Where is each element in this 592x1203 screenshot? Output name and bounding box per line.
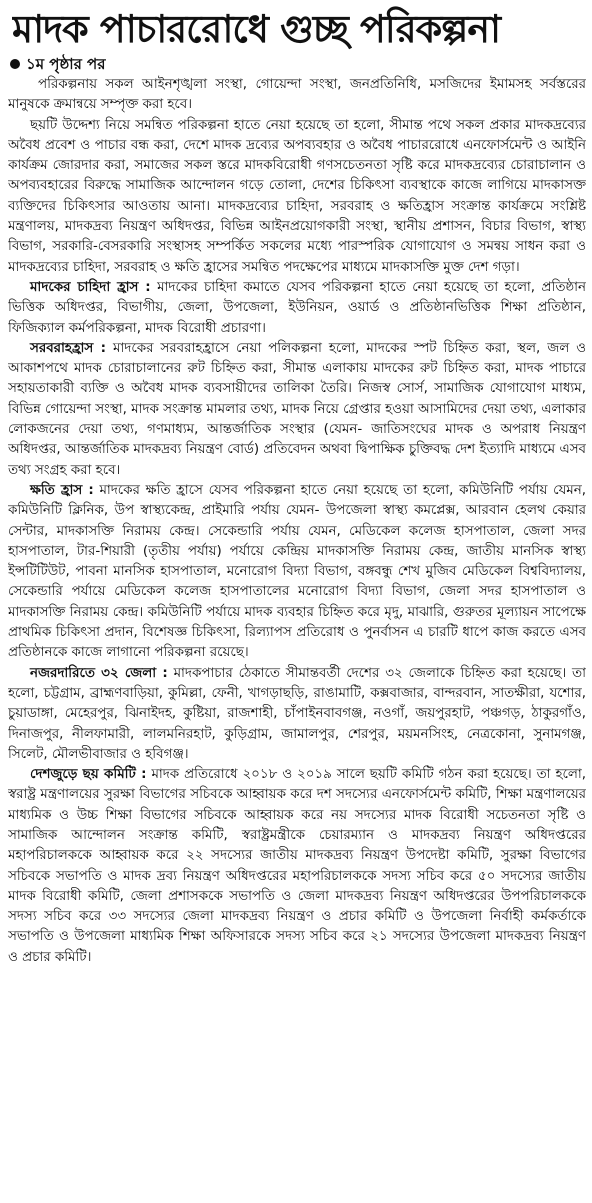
news-article <box>8 6 586 1198</box>
paragraph-heading: মাদকের চাহিদা হ্রাস : <box>30 279 151 295</box>
paragraph-heading: দেশজুড়ে ছয় কমিটি : <box>30 767 147 783</box>
paragraph-text: ছয়টি উদ্দেশ্য নিয়ে সমন্বিত পরিকল্পনা হাতে নেয়া হয়েছে তা হলো, সীমান্ত পথে সকল প্রকার মাদকদ্রব্যের অবৈধ প্রবেশ ও পাচার বন্ধ করা, দেশে মাদক দ্রব্যের অপব্যবহার ও অবৈধ পাচাররোধে এনফোর্সমেন্ট ও আইনি কার্যক্রম জোরদার করা, সমাজের সকল স্তরে মাদকবিরোধী গণসচেতনতা সৃষ্টি করে মাদকদ্রব্যের চোরাচালান ও অপব্যবহারের বিরুদ্ধে সামাজিক আন্দোলন গড়ে তোলা, দেশের চিকিৎসা ব্যবস্থাকে কাজে লাগিয়ে মাদকাসক্ত ব্যক্তিদের চিকিৎসার আওতায় আনা। মাদকদ্রব্যের চাহিদা, সরবরাহ ও ক্ষতিহ্রাস সংক্রান্ত কার্যক্রমে সংশ্লিষ্ট মন্ত্রণালয়, মাদকদ্রব্য নিয়ন্ত্রণ অধিদপ্তর, বিভিন্ন আইনপ্রয়োগকারী সংস্থা, স্থানীয় প্রশাসন, বিচার বিভাগ, স্বাস্থ্য বিভাগ, সরকারি-বেসরকারি সংস্থাসহ সম্পর্কিত সকলের মধ্যে পারস্পরিক যোগাযোগ ও সমন্বয় সাধন করা ও মাদকদ্রব্যের চাহিদা, সরবরাহ ও ক্ষতি হ্রাসের সমন্বিত পদক্ষেপের মাধ্যমে মাদকাসক্তি মুক্ত দেশ গড়া। <box>8 117 586 275</box>
paragraph-text: মাদকের সরবরাহহ্রাসে নেয়া পলিকল্পনা হলো, মাদকের স্পট চিহ্নিত করা, স্থল, জল ও আকাশপথে মাদক চোরাচালানের রুট চিহ্নিত করা, সীমান্ত এলাকায় মাদকের রুট চিহ্নিত করা, মাদক পাচারে সহায়তাকারী ব্যক্তি ও অবৈধ মাদক ব্যবসায়ীদের তালিকা তৈরি। নিজস্ব সোর্স, সামাজিক যোগাযোগ মাধ্যম, বিভিন্ন গোয়েন্দা সংস্থা, মাদক সংক্রান্ত মামলার তথ্য, মাদক নিয়ে গ্রেপ্তার হওয়া আসামিদের দেয়া তথ্য, এলাকার লোকজনের দেয়া তথ্য, গণমাধ্যম, আন্তর্জাতিক সংস্থার (যেমন- জাতিসংঘের মাদক ও অপরাধ নিয়ন্ত্রণ অধিদপ্তর, আন্তর্জাতিক মাদকদ্রব্য নিয়ন্ত্রণ বোর্ড) প্রতিবেদন অথবা দ্বিপাক্ষিক চুক্তিবদ্ধ দেশ ইত্যাদি মাধ্যমে এসব তথ্য সংগ্রহ করা হবে। <box>8 340 586 478</box>
paragraph <box>8 278 586 339</box>
paragraph <box>8 664 586 765</box>
article-body <box>8 75 586 968</box>
paragraph <box>8 765 586 968</box>
continued-from-page-label <box>10 54 586 74</box>
paragraph <box>8 75 586 116</box>
continued-text: ১ম পৃষ্ঠার পর <box>26 55 106 73</box>
paragraph-heading: সরবরাহহ্রাস : <box>30 340 106 356</box>
paragraph <box>8 116 586 278</box>
paragraph <box>8 481 586 664</box>
paragraph-text: মাদক প্রতিরোধে ২০১৮ ও ২০১৯ সালে ছয়টি কমিটি গঠন করা হয়েছে। তা হলো, স্বরাষ্ট্র মন্ত্রণালয়ের সুরক্ষা বিভাগের সচিবকে আহ্বায়ক করে দশ সদস্যের এনফোর্সমেন্ট কমিটি, শিক্ষা মন্ত্রণালয়ের মাধ্যমিক ও উচ্চ শিক্ষা বিভাগের সচিবকে আহ্বায়ক করে নয় সদস্যের মাদক বিরোধী সচেতনতা সৃষ্টি ও সামাজিক আন্দোলন সংক্রান্ত কমিটি, স্বরাষ্ট্রমন্ত্রীকে চেয়ারম্যান ও মাদকদ্রব্য নিয়ন্ত্রণ অধিদপ্তরের মহাপরিচালককে আহ্বায়ক করে ২২ সদস্যের জাতীয় মাদকদ্রব্য নিয়ন্ত্রণ উপদেষ্টা কমিটি, সুরক্ষা বিভাগের সচিবকে সভাপতি ও মাদক দ্রব্য নিয়ন্ত্রণ অধিদপ্তরের মহাপরিচালককে সদস্য সচিব করে ৫০ সদস্যের জাতীয় মাদক বিরোধী কমিটি, জেলা প্রশাসককে সভাপতি ও জেলা মাদকদ্রব্য নিয়ন্ত্রণ অধিদপ্তরের উপপরিচালককে সদস্য সচিব করে ৩৩ সদস্যের জেলা মাদকদ্রব্য নিয়ন্ত্রণ ও প্রচার কমিটি ও উপজেলা নির্বাহী কর্মকর্তাকে সভাপতি ও উপজেলা মাধ্যমিক শিক্ষা অফিসারকে সদস্য সচিব করে ২১ সদস্যের উপজেলা মাদকদ্রব্য নিয়ন্ত্রণ ও প্রচার কমিটি। <box>8 767 586 965</box>
paragraph-text: মাদকের ক্ষতি হ্রাসে যেসব পরিকল্পনা হাতে নেয়া হয়েছে তা হলো, কমিউনিটি পর্যায় যেমন, কমিউনিটি ক্লিনিক, উপ স্বাস্থ্যকেন্দ্র, প্রাইমারি পর্যায় যেমন- উপজেলা স্বাস্থ্য কমপ্লেক্স, আরবান হেলথ কেয়ার সেন্টার, মাদকাসক্তি নিরাময় কেন্দ্র। সেকেন্ডারি পর্যায় যেমন, মেডিকেল কলেজ হাসপাতাল, জেলা সদর হাসপাতাল, টার-শিয়ারী (তৃতীয় পর্যায়) পর্যায়ে কেন্দ্রিয় মাদকাসক্তি নিরাময় কেন্দ্র, জাতীয় মানসিক স্বাস্থ্য ইন্সটিটিউট, পাবনা মানসিক হাসপাতাল, মনোরোগ বিদ্যা বিভাগ, বঙ্গবন্ধু শেখ মুজিব মেডিকেল বিশ্ববিদ্যালয়, সেকেন্ডারি পর্যায়ে মেডিকেল কলেজ হাসপাতালের মনোরোগ বিদ্যা বিভাগ, জেলা সদর হাসপাতাল ও মাদকাসক্তি নিরাময় কেন্দ্র। কমিউনিটি পর্যায়ে মাদক ব্যবহার চিহ্নিত করে মৃদু, মাঝারি, গুরুতর মূল্যায়ন সাপেক্ষে প্রাথমিক চিকিৎসা প্রদান, বিশেষজ্ঞ চিকিৎসা, রিল্যাপস প্রতিরোধ ও পুনর্বাসন এ চারটি ধাপে কাজ করতে এসব প্রতিষ্ঠানকে কাজে লাগানো পরিকল্পনা রয়েছে। <box>8 482 586 661</box>
paragraph-heading: ক্ষতি হ্রাস : <box>30 482 94 498</box>
paragraph-text: পরিকল্পনায় সকল আইনশৃঙ্খলা সংস্থা, গোয়েন্দা সংস্থা, জনপ্রতিনিধি, মসজিদের ইমামসহ সর্বস্তরের মানুষকে ক্রমান্বয়ে সম্পৃক্ত করা হবে। <box>8 77 586 113</box>
paragraph-heading: নজরদারিতে ৩২ জেলা : <box>30 665 168 681</box>
paragraph <box>8 339 586 481</box>
article-headline: মাদক পাচাররোধে গুচ্ছ পরিকল্পনা <box>12 7 501 51</box>
paragraph-text: মাদকপাচার ঠেকাতে সীমান্তবর্তী দেশের ৩২ জেলাকে চিহ্নিত করা হয়েছে। তা হলো, চট্টগ্রাম, ব্রাহ্মণবাড়িয়া, কুমিল্লা, ফেনী, খাগড়াছড়ি, রাঙামাটি, কক্সবাজার, বান্দরবান, সাতক্ষীরা, যশোর, চুয়াডাঙ্গা, মেহেরপুর, ঝিনাইদহ, কুষ্টিয়া, রাজশাহী, চাঁপাইনবাবগঞ্জ, নওগাঁ, জয়পুরহাট, পঞ্চগড়, ঠাকুরগাঁও, দিনাজপুর, নীলফামারী, লালমনিরহাট, কুড়িগ্রাম, জামালপুর, শেরপুর, ময়মনসিংহ, নেত্রকোনা, সুনামগঞ্জ, সিলেট, মৌলভীবাজার ও হবিগঞ্জ। <box>8 665 586 762</box>
paragraph-text: মাদকের চাহিদা কমাতে যেসব পরিকল্পনা হাতে নেয়া হয়েছে তা হলো, প্রতিষ্ঠান ভিত্তিক অধিদপ্তর, বিভাগীয়, জেলা, উপজেলা, ইউনিয়ন, ওয়ার্ড ও প্রতিষ্ঠানভিত্তিক শিক্ষা প্রতিষ্ঠান, ফিজিক্যাল কর্মপরিকল্পনা, মাদক বিরোধী প্রচারণা। <box>8 279 586 336</box>
bullet-icon <box>10 59 20 69</box>
